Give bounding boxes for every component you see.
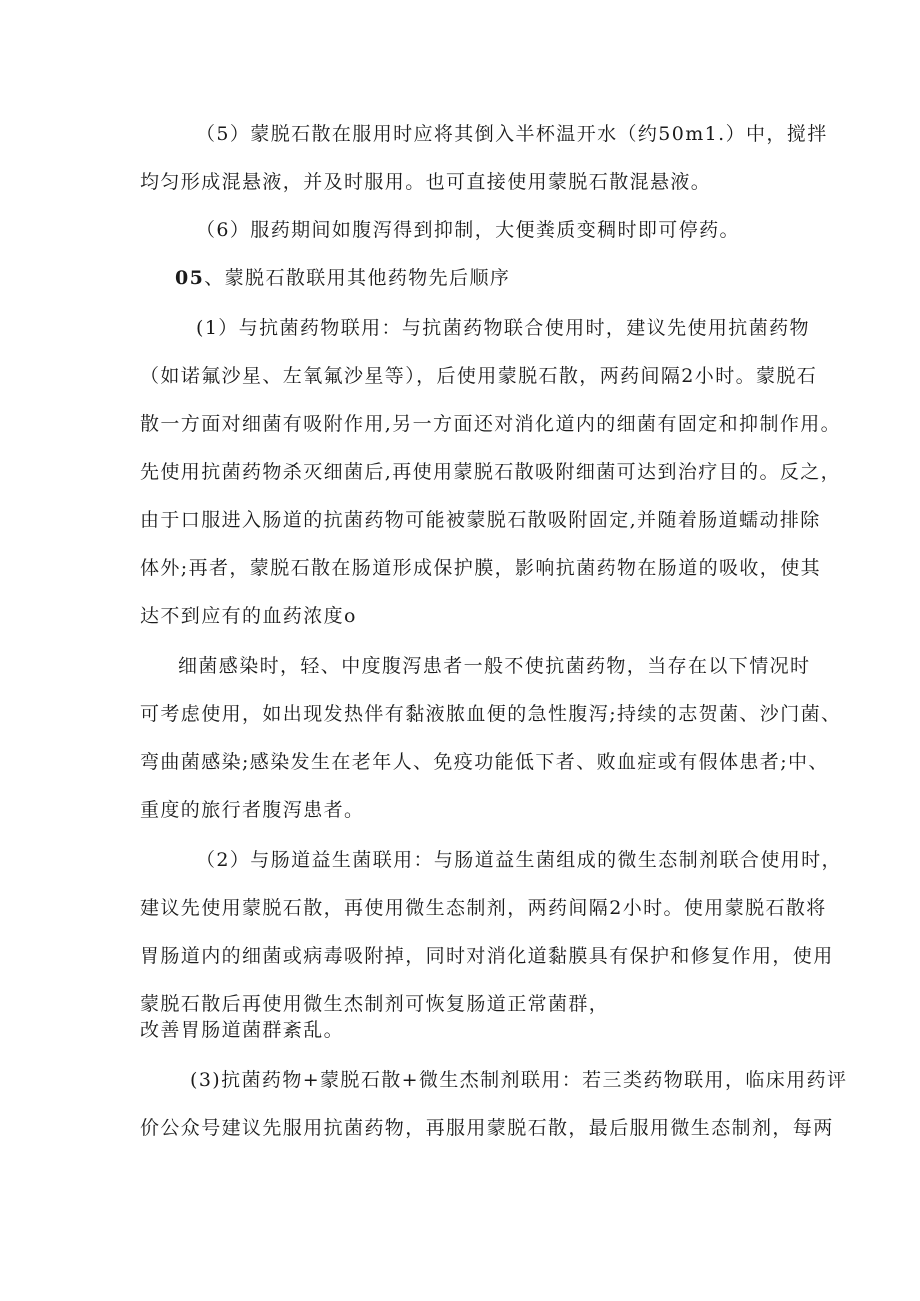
paragraph-line: 先使用抗菌药物杀灭细菌后,再使用蒙脱石散吸附细菌可达到治疗目的。反之， — [140, 461, 842, 483]
paragraph-line: 重度的旅行者腹泻患者。 — [140, 799, 365, 821]
paragraph-line: （6）服药期间如腹泻得到抑制，大便粪质变稠时即可停药。 — [196, 219, 740, 241]
paragraph-line: 蒙脱石散后再使用微生杰制剂可恢复肠道正常菌群， — [140, 993, 610, 1015]
paragraph-line: 胃肠道内的细菌或病毒吸附掉，同时对消化道黏膜具有保护和修复作用，使用 — [140, 945, 834, 967]
paragraph-line: （2）与肠道益生菌联用：与肠道益生菌组成的微生态制剂联合使用时， — [196, 849, 842, 871]
paragraph-line: 价公众号建议先服用抗菌药物，再服用蒙脱石散，最后服用微生态制剂，每两 — [140, 1117, 834, 1139]
paragraph-line: 散一方面对细菌有吸附作用,另一方面还对消化道内的细菌有固定和抑制作用。 — [140, 413, 842, 435]
paragraph-line: (1）与抗菌药物联用：与抗菌药物联合使用时，建议先使用抗菌药物 — [196, 317, 810, 339]
paragraph-line: 可考虑使用，如出现发热伴有黏液脓血便的急性腹泻;持续的志贺菌、沙门菌、 — [140, 703, 842, 725]
paragraph-line: (3)抗菌药物+蒙脱石散+微生杰制剂联用：若三类药物联用，临床用药评 — [190, 1069, 848, 1091]
paragraph-line: 细菌感染时，轻、中度腹泻患者一般不使抗菌药物，当存在以下情况时 — [178, 655, 811, 677]
section-title: 、蒙脱石散联用其他药物先后顺序 — [204, 267, 511, 289]
paragraph-line: 体外;再者，蒙脱石散在肠道形成保护膜，影响抗菌药物在肠道的吸收，使其 — [140, 557, 822, 579]
paragraph-line: 达不到应有的血药浓度o — [140, 605, 357, 627]
section-number: 05 — [175, 267, 205, 289]
paragraph-line: 由于口服进入肠道的抗菌药物可能被蒙脱石散吸附固定,并随着肠道蠕动排除 — [140, 509, 821, 531]
paragraph-line: 弯曲菌感染;感染发生在老年人、免疫功能低下者、败血症或有假体患者;中、 — [140, 751, 829, 773]
paragraph-line: 改善胃肠道菌群紊乱。 — [140, 1019, 345, 1041]
section-heading — [175, 266, 510, 290]
paragraph-line: （如诺氟沙星、左氧氟沙星等），后使用蒙脱石散，两药间隔2小时。蒙脱石 — [140, 365, 818, 387]
paragraph-line: 建议先使用蒙脱石散，再使用微生态制剂，两药间隔2小时。使用蒙脱石散将 — [140, 897, 827, 919]
paragraph-line: 均匀形成混悬液，并及时服用。也可直接使用蒙脱石散混悬液。 — [140, 171, 712, 193]
paragraph-line: （5）蒙脱石散在服用时应将其倒入半杯温开水（约50m1.）中，搅拌 — [196, 123, 828, 145]
